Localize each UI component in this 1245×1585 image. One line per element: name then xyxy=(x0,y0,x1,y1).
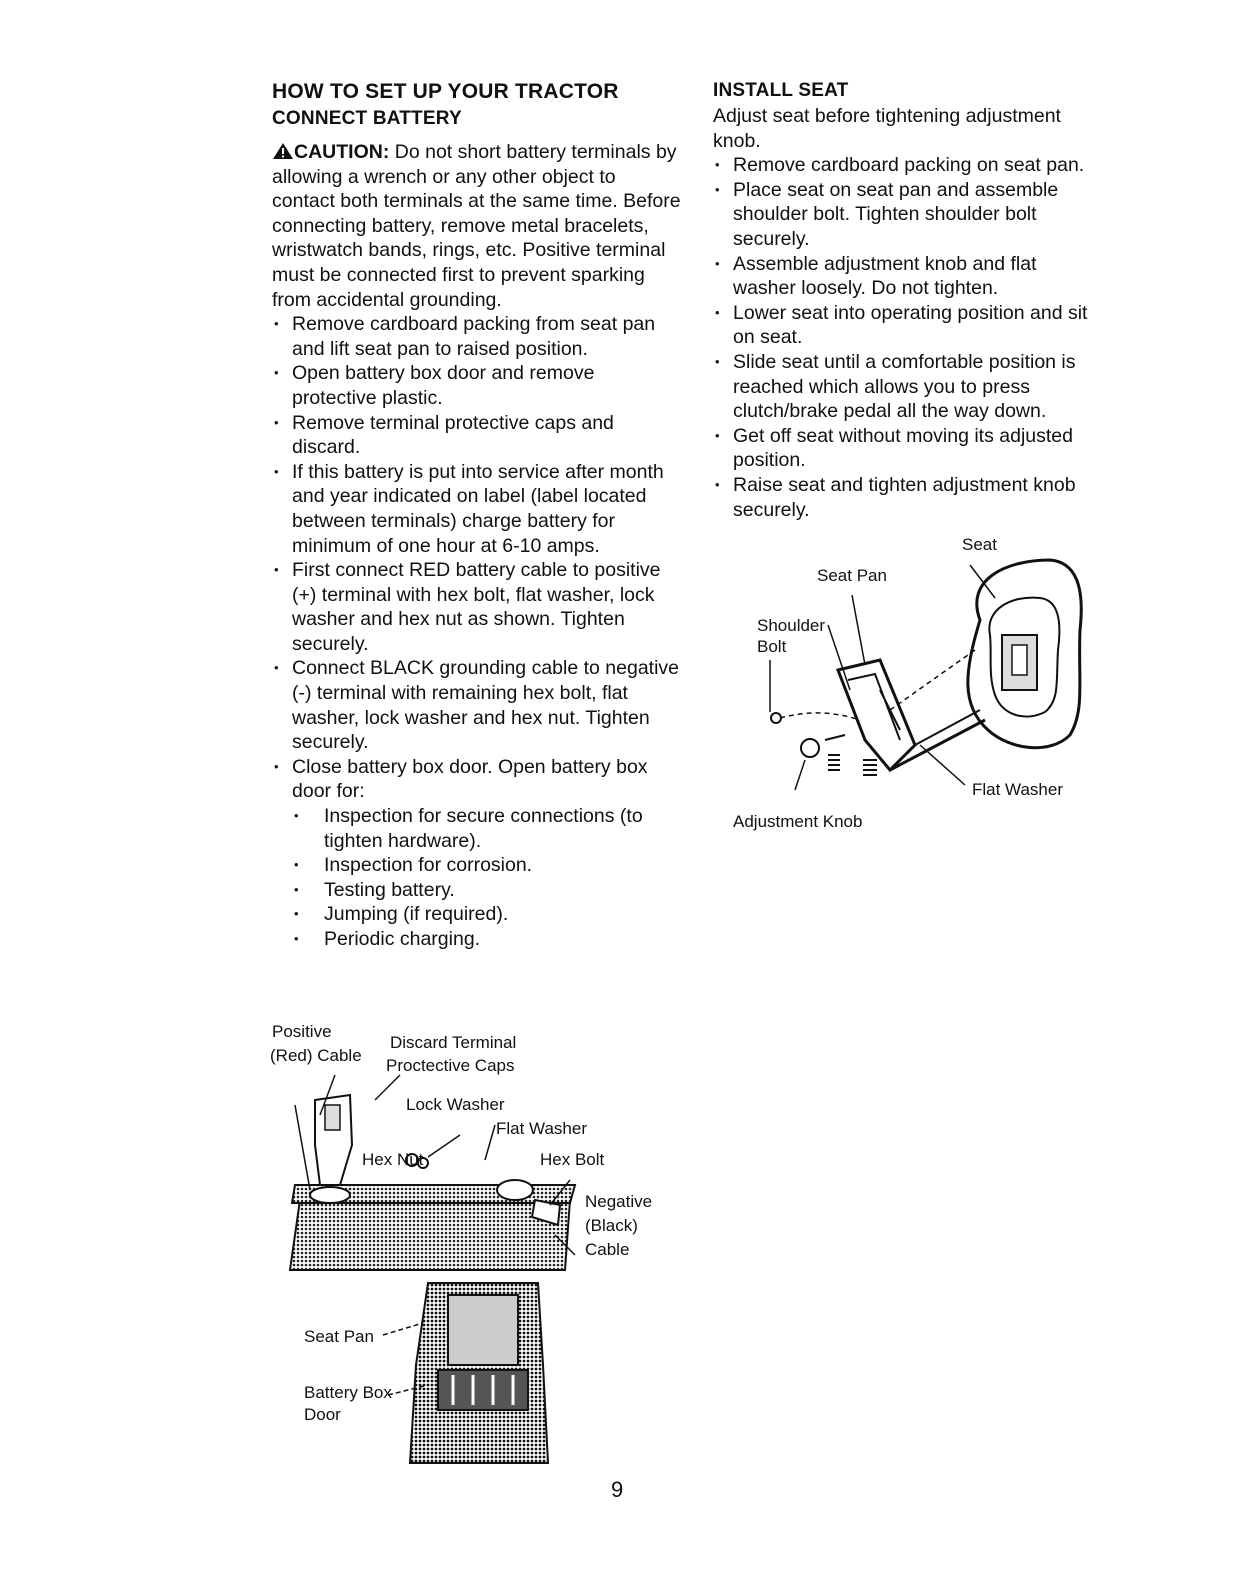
adjustment-knob-label: Adjustment Knob xyxy=(733,812,863,831)
battery-door-uses-list xyxy=(288,804,682,952)
list-item: • Get off seat without moving its adjusted position. xyxy=(713,424,1093,473)
list-item: • Remove cardboard packing from seat pan and lift seat pan to raised position. xyxy=(272,312,682,361)
list-item: • Remove cardboard packing on seat pan. xyxy=(713,153,1093,178)
page-title: HOW TO SET UP YOUR TRACTOR xyxy=(272,80,619,103)
list-item: • Inspection for secure connections (to tighten hardware). xyxy=(288,804,682,853)
caution-label: CAUTION: xyxy=(294,141,390,163)
list-item: • Slide seat until a comfortable position is reached which allows you to press clutch/brake pedal all the way down. xyxy=(713,350,1093,424)
caution-paragraph xyxy=(272,140,682,312)
battery-box-door-label-2: Door xyxy=(304,1405,341,1424)
list-item: • Jumping (if required). xyxy=(288,902,682,927)
list-item: • Periodic charging. xyxy=(288,927,682,952)
list-item: • If this battery is put into service after month and year indicated on label (label located between terminals) charge battery for minimum of one hour at 6-10 amps. xyxy=(272,460,682,558)
negative-cable-label-1: Negative xyxy=(585,1192,653,1211)
section-heading-connect-battery: CONNECT BATTERY xyxy=(272,108,462,129)
left-column xyxy=(272,80,682,952)
list-item: • Open battery box door and remove protective plastic. xyxy=(272,361,682,410)
positive-cable-label-2: (Red) Cable xyxy=(270,1046,362,1065)
negative-cable-label-2: (Black) xyxy=(585,1216,638,1235)
seat-steps-list xyxy=(713,153,1093,522)
hex-bolt-label: Hex Bolt xyxy=(540,1150,605,1169)
battery-box-illustration xyxy=(398,1275,568,1465)
shoulder-bolt-label-1: Shoulder xyxy=(757,616,826,635)
seat-pan-label: Seat Pan xyxy=(817,566,887,585)
list-item: • First connect RED battery cable to positive (+) terminal with hex bolt, flat washer, lock washer and hex nut as shown. Tighten securely. xyxy=(272,558,682,656)
page-number: 9 xyxy=(611,1477,624,1502)
discard-caps-label-2: Proctective Caps xyxy=(386,1056,515,1075)
flat-washer-label: Flat Washer xyxy=(496,1119,588,1138)
seat-illustration xyxy=(740,540,1100,820)
hex-nut-label: Hex Nut xyxy=(362,1150,424,1169)
list-item: • Assemble adjustment knob and flat washer loosely. Do not tighten. xyxy=(713,252,1093,301)
flat-washer-label: Flat Washer xyxy=(972,780,1064,799)
list-item: • Lower seat into operating position and sit on seat. xyxy=(713,301,1093,350)
list-item: • Place seat on seat pan and assemble shoulder bolt. Tighten shoulder bolt securely. xyxy=(713,178,1093,252)
list-item: • Connect BLACK grounding cable to negative (-) terminal with remaining hex bolt, flat washer, lock washer and hex nut. Tighten securely. xyxy=(272,656,682,754)
install-seat-intro: Adjust seat before tightening adjustment knob. xyxy=(713,105,1061,152)
seat-label: Seat xyxy=(962,535,997,554)
shoulder-bolt-label-2: Bolt xyxy=(757,637,787,656)
list-item: • Testing battery. xyxy=(288,878,682,903)
negative-cable-label-3: Cable xyxy=(585,1240,630,1259)
lock-washer-label: Lock Washer xyxy=(406,1095,505,1114)
list-item: • Raise seat and tighten adjustment knob securely. xyxy=(713,473,1093,522)
section-heading-install-seat: INSTALL SEAT xyxy=(713,80,849,101)
battery-steps-list xyxy=(272,312,682,804)
list-item: • Remove terminal protective caps and discard. xyxy=(272,411,682,460)
battery-box-door-label-1: Battery Box xyxy=(304,1383,392,1402)
discard-caps-label-1: Discard Terminal xyxy=(390,1033,517,1052)
warning-icon xyxy=(272,142,294,160)
box-seat-pan-label: Seat Pan xyxy=(304,1327,374,1346)
positive-cable-label-1: Positive xyxy=(272,1022,332,1041)
list-item: • Close battery box door. Open battery box door for: xyxy=(272,755,682,804)
caution-text: Do not short battery terminals by allowing a wrench or any other object to contact both terminals at the same time. Before connecting battery, remove metal bracelets, wristwatch bands, rings, etc. Positive terminal must be connected first to prevent sparking from accidental grounding. xyxy=(272,141,681,311)
list-item: • Inspection for corrosion. xyxy=(288,853,682,878)
right-column xyxy=(713,80,1093,522)
